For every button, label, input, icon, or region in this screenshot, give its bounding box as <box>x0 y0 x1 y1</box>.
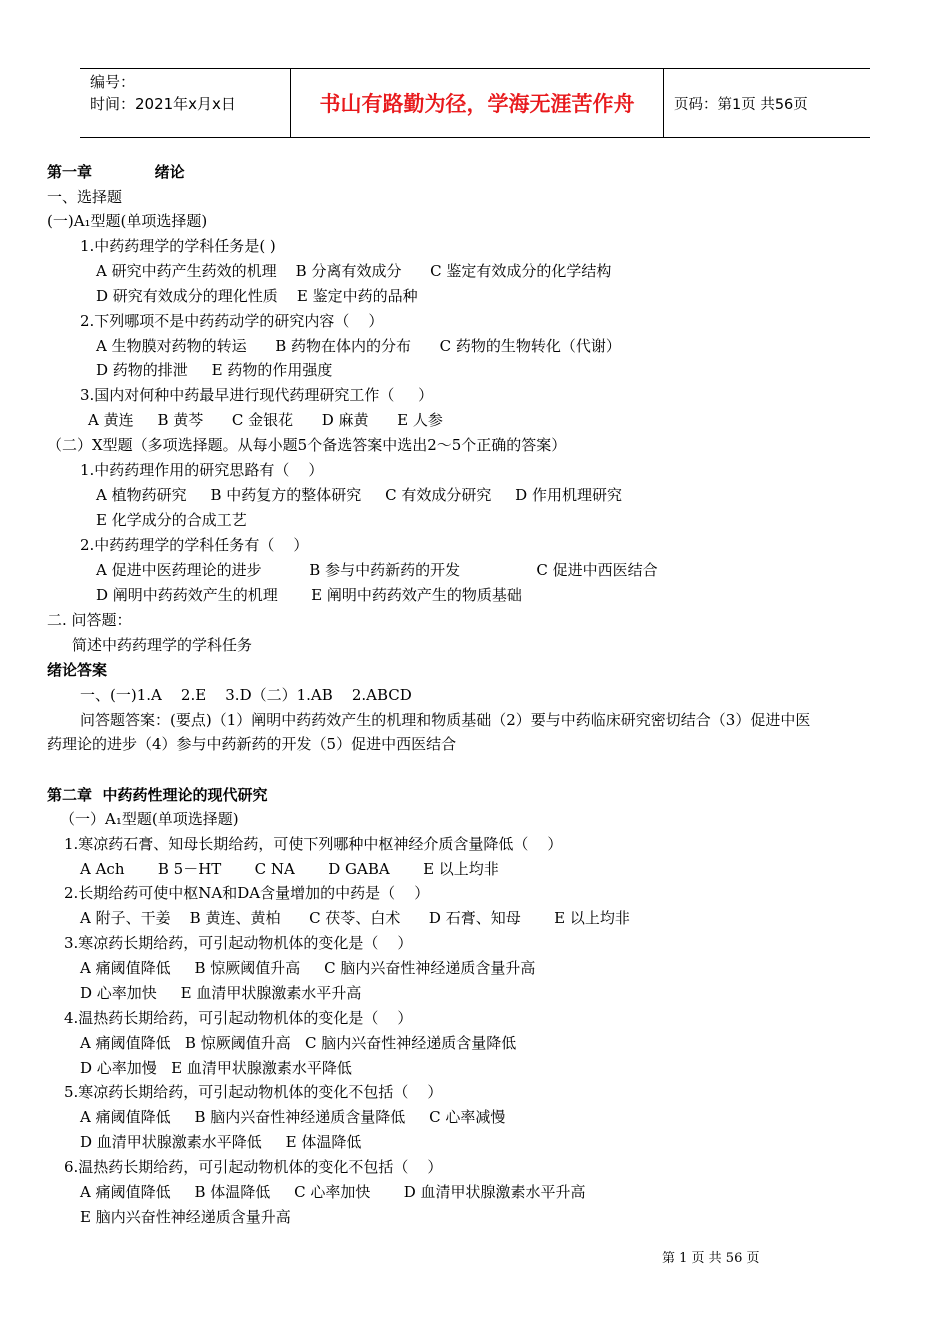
text-line: 一、(一)1.A 2.E 3.D（二）1.AB 2.ABCD <box>80 686 412 704</box>
header-page-info: 页码：第1页 共56页 <box>674 96 808 113</box>
text-line: A Ach B 5－HT C NA D GABA E 以上均非 <box>80 860 499 878</box>
text-line: 1.中药药理学的学科任务是( ) <box>80 237 276 255</box>
page-footer: 第 1 页 共 56 页 <box>662 1251 760 1266</box>
text-line: 1.寒凉药石膏、知母长期给药，可使下列哪种中枢神经介质含量降低（ ） <box>64 835 563 853</box>
text-line: A 黄连 B 黄芩 C 金银花 D 麻黄 E 人参 <box>88 411 443 429</box>
text-line: D 心率加慢 E 血清甲状腺激素水平降低 <box>80 1059 352 1077</box>
text-line: 3.寒凉药长期给药，可引起动物机体的变化是（ ） <box>64 934 413 952</box>
text-line: E 化学成分的合成工艺 <box>96 511 247 529</box>
text-line: 5.寒凉药长期给药，可引起动物机体的变化不包括（ ） <box>64 1083 443 1101</box>
text-line: A 痛阈值降低 B 惊厥阈值升高 C 脑内兴奋性神经递质含量升高 <box>80 959 536 977</box>
text-line: 问答题答案：(要点)（1）阐明中药药效产生的机理和物质基础（2）要与中药临床研究密切结合（3）促进中医 <box>80 711 811 729</box>
document-header <box>80 68 870 138</box>
text-line: E 脑内兴奋性神经递质含量升高 <box>80 1208 291 1226</box>
text-line: （二）X型题（多项选择题。从每小题5个备选答案中选出2～5个正确的答案） <box>47 436 567 454</box>
text-line: A 植物药研究 B 中药复方的整体研究 C 有效成分研究 D 作用机理研究 <box>96 486 622 504</box>
text-line: 2.下列哪项不是中药药动学的研究内容（ ） <box>80 312 384 330</box>
text-line: D 阐明中药药效产生的机理 E 阐明中药药效产生的物质基础 <box>96 586 522 604</box>
header-meta <box>80 69 291 137</box>
text-line: A 痛阈值降低 B 惊厥阈值升高 C 脑内兴奋性神经递质含量降低 <box>80 1034 517 1052</box>
text-line: 药理论的进步（4）参与中药新药的开发（5）促进中西医结合 <box>47 735 457 753</box>
text-line: 6.温热药长期给药，可引起动物机体的变化不包括（ ） <box>64 1158 443 1176</box>
text-line: 2.长期给药可使中枢NA和DA含量增加的中药是（ ） <box>64 884 430 902</box>
text-line: (一)A₁型题(单项选择题) <box>47 212 208 230</box>
text-line: 一、选择题 <box>47 188 123 206</box>
text-line: D 心率加快 E 血清甲状腺激素水平升高 <box>80 984 362 1002</box>
text-line: 简述中药药理学的学科任务 <box>72 636 253 654</box>
doc-time-label: 时间：2021年x月x日 <box>90 95 236 113</box>
text-line: A 痛阈值降低 B 脑内兴奋性神经递质含量降低 C 心率减慢 <box>80 1108 506 1126</box>
text-line: 2.中药药理学的学科任务有（ ） <box>80 536 309 554</box>
text-line: 1.中药药理作用的研究思路有（ ） <box>80 461 324 479</box>
text-line: 4.温热药长期给药，可引起动物机体的变化是（ ） <box>64 1009 413 1027</box>
doc-code-label: 编号： <box>90 73 136 91</box>
text-line: A 附子、干姜 B 黄连、黄柏 C 茯苓、白术 D 石膏、知母 E 以上均非 <box>80 909 630 927</box>
header-motto: 书山有路勤为径，学海无涯苦作舟 <box>291 69 664 137</box>
text-line: A 促进中医药理论的进步 B 参与中药新药的开发 C 促进中西医结合 <box>96 561 658 579</box>
text-line: D 研究有效成分的理化性质 E 鉴定中药的品种 <box>96 287 418 305</box>
text-line: A 痛阈值降低 B 体温降低 C 心率加快 D 血清甲状腺激素水平升高 <box>80 1183 586 1201</box>
text-line: 3.国内对何种中药最早进行现代药理研究工作（ ） <box>80 386 434 404</box>
text-line: 第一章 绪论 <box>47 163 185 181</box>
text-line: A 生物膜对药物的转运 B 药物在体内的分布 C 药物的生物转化（代谢） <box>96 337 621 355</box>
text-line: 绪论答案 <box>47 661 108 679</box>
text-line: 二. 问答题： <box>47 611 132 629</box>
text-line: （一）A₁型题(单项选择题) <box>60 810 239 828</box>
text-line: D 血清甲状腺激素水平降低 E 体温降低 <box>80 1133 362 1151</box>
text-line: 第二章 中药药性理论的现代研究 <box>47 786 268 804</box>
text-line: D 药物的排泄 E 药物的作用强度 <box>96 361 333 379</box>
text-line: A 研究中药产生药效的机理 B 分离有效成分 C 鉴定有效成分的化学结构 <box>96 262 612 280</box>
